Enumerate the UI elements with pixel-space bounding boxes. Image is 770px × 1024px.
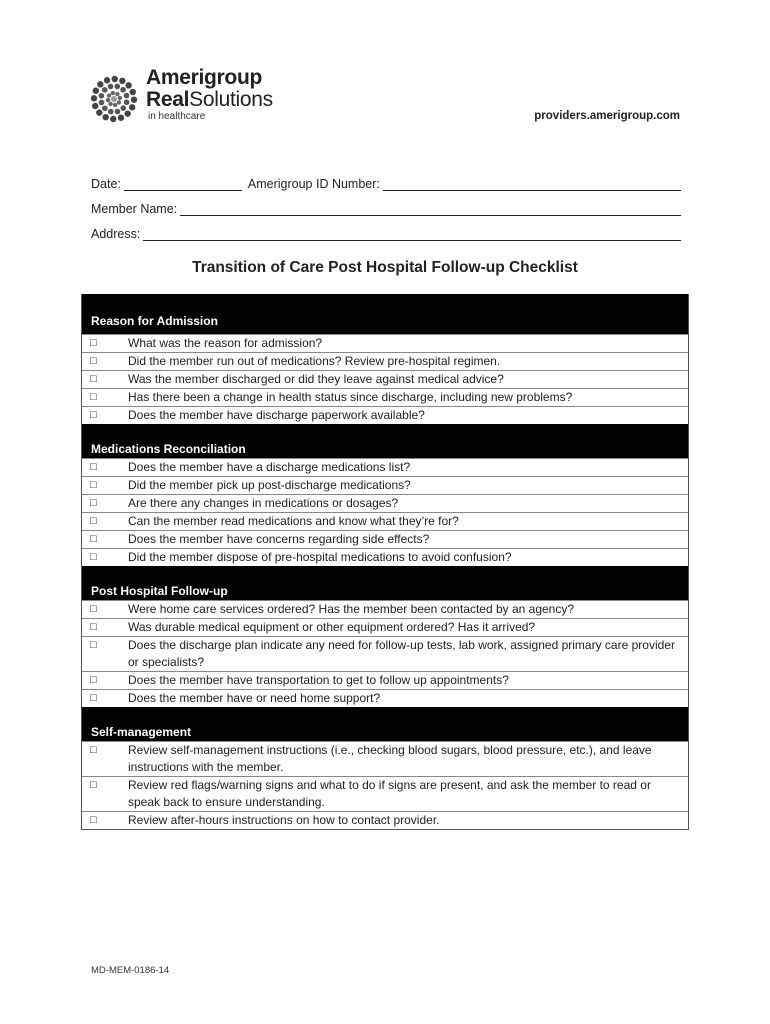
- date-field[interactable]: [124, 177, 242, 191]
- checkbox[interactable]: □: [90, 674, 97, 686]
- checklist-item-text: Did the member run out of medications? Review pre-hospital regimen.: [128, 354, 501, 368]
- checklist-item-text: Does the member have transportation to get to follow up appointments?: [128, 673, 509, 687]
- checklist-item-text: Has there been a change in health status since discharge, including new problems?: [128, 390, 573, 404]
- checklist-item: [82, 600, 688, 618]
- checklist-item: [82, 776, 688, 811]
- checkbox[interactable]: □: [90, 551, 97, 563]
- amerigroup-logo: [88, 66, 348, 132]
- checklist-item: [82, 406, 688, 424]
- date-label: Date:: [91, 177, 121, 191]
- checklist-item: [82, 811, 688, 829]
- checklist-item-text: Were home care services ordered? Has the member been contacted by an agency?: [128, 602, 575, 616]
- checklist-item-text: Can the member read medications and know what they’re for?: [128, 514, 459, 528]
- checklist-item-text: Did the member dispose of pre-hospital medications to avoid confusion?: [128, 550, 512, 564]
- checkbox[interactable]: □: [90, 814, 97, 826]
- checkbox[interactable]: □: [90, 497, 97, 509]
- checklist-item-text: Does the member have or need home support?: [128, 691, 381, 705]
- checklist-item: [82, 741, 688, 776]
- checklist-item-text: What was the reason for admission?: [128, 336, 323, 350]
- checklist-item-text: Does the member have a discharge medications list?: [128, 460, 411, 474]
- form-code: MD-MEM-0186-14: [91, 965, 170, 976]
- checkbox[interactable]: □: [90, 533, 97, 545]
- checkbox[interactable]: □: [90, 479, 97, 491]
- section-heading: Reason for Admission: [82, 294, 688, 334]
- page-title: Transition of Care Post Hospital Follow-up Checklist: [192, 259, 578, 276]
- checkbox[interactable]: □: [90, 744, 97, 756]
- checkbox[interactable]: □: [90, 692, 97, 704]
- checkbox[interactable]: □: [90, 621, 97, 633]
- checklist-item: [82, 636, 688, 671]
- checklist-table: [81, 294, 689, 830]
- checkbox[interactable]: □: [90, 639, 97, 651]
- checklist-item: [82, 494, 688, 512]
- checklist-item-text: Does the discharge plan indicate any need for follow-up tests, lab work, assigned primary care provider or specialists?: [128, 638, 675, 669]
- checklist-item-text: Review self-management instructions (i.e., checking blood sugars, blood pressure, etc.), and leave instructions with the member.: [128, 743, 652, 774]
- member-name-field[interactable]: [180, 202, 681, 216]
- date-id-row: [91, 175, 681, 191]
- id-number-label: Amerigroup ID Number:: [247, 177, 380, 191]
- checkbox[interactable]: □: [90, 355, 97, 367]
- checklist-item: [82, 388, 688, 406]
- checklist-item: [82, 458, 688, 476]
- checklist-item-text: Did the member pick up post-discharge medications?: [128, 478, 411, 492]
- checkbox[interactable]: □: [90, 603, 97, 615]
- checkbox[interactable]: □: [90, 461, 97, 473]
- checklist-item-text: Was the member discharged or did they leave against medical advice?: [128, 372, 504, 386]
- member-name-row: [91, 200, 681, 216]
- section-heading: Post Hospital Follow-up: [82, 566, 688, 600]
- checkbox[interactable]: □: [90, 515, 97, 527]
- checklist-item-text: Are there any changes in medications or dosages?: [128, 496, 399, 510]
- address-field[interactable]: [143, 227, 681, 241]
- address-row: [91, 225, 681, 241]
- checklist-item: [82, 512, 688, 530]
- logo-real: Real: [146, 88, 190, 111]
- id-number-field[interactable]: [383, 177, 681, 191]
- checklist-item: [82, 671, 688, 689]
- address-label: Address:: [91, 227, 141, 241]
- checklist-item: [82, 370, 688, 388]
- section-heading: Self-management: [82, 707, 688, 741]
- checklist-item: [82, 548, 688, 566]
- checklist-item: [82, 618, 688, 636]
- checkbox[interactable]: □: [90, 373, 97, 385]
- logo-tagline: in healthcare: [148, 111, 206, 122]
- checkbox[interactable]: □: [90, 337, 97, 349]
- checklist-item-text: Does the member have discharge paperwork available?: [128, 408, 425, 422]
- checklist-item-text: Review red flags/warning signs and what to do if signs are present, and ask the member to read or speak back to ensure understanding.: [128, 778, 651, 809]
- checklist-item: [82, 352, 688, 370]
- member-name-label: Member Name:: [91, 202, 178, 216]
- section-heading: Medications Reconciliation: [82, 424, 688, 458]
- checkbox[interactable]: □: [90, 409, 97, 421]
- checklist-item: [82, 476, 688, 494]
- logo-line-2: [146, 88, 273, 112]
- sunburst-logo-icon: [88, 66, 144, 132]
- checklist-item-text: Does the member have concerns regarding side effects?: [128, 532, 430, 546]
- checklist-item-text: Review after-hours instructions on how to contact provider.: [128, 813, 440, 827]
- logo-solutions: Solutions: [189, 88, 273, 111]
- checklist-item: [82, 530, 688, 548]
- checkbox[interactable]: □: [90, 391, 97, 403]
- website-url: providers.amerigroup.com: [534, 110, 680, 122]
- checkbox[interactable]: □: [90, 779, 97, 791]
- checklist-item-text: Was durable medical equipment or other equipment ordered? Has it arrived?: [128, 620, 536, 634]
- logo-line-1: Amerigroup: [146, 66, 263, 89]
- checklist-item: [82, 689, 688, 707]
- checklist-item: [82, 334, 688, 352]
